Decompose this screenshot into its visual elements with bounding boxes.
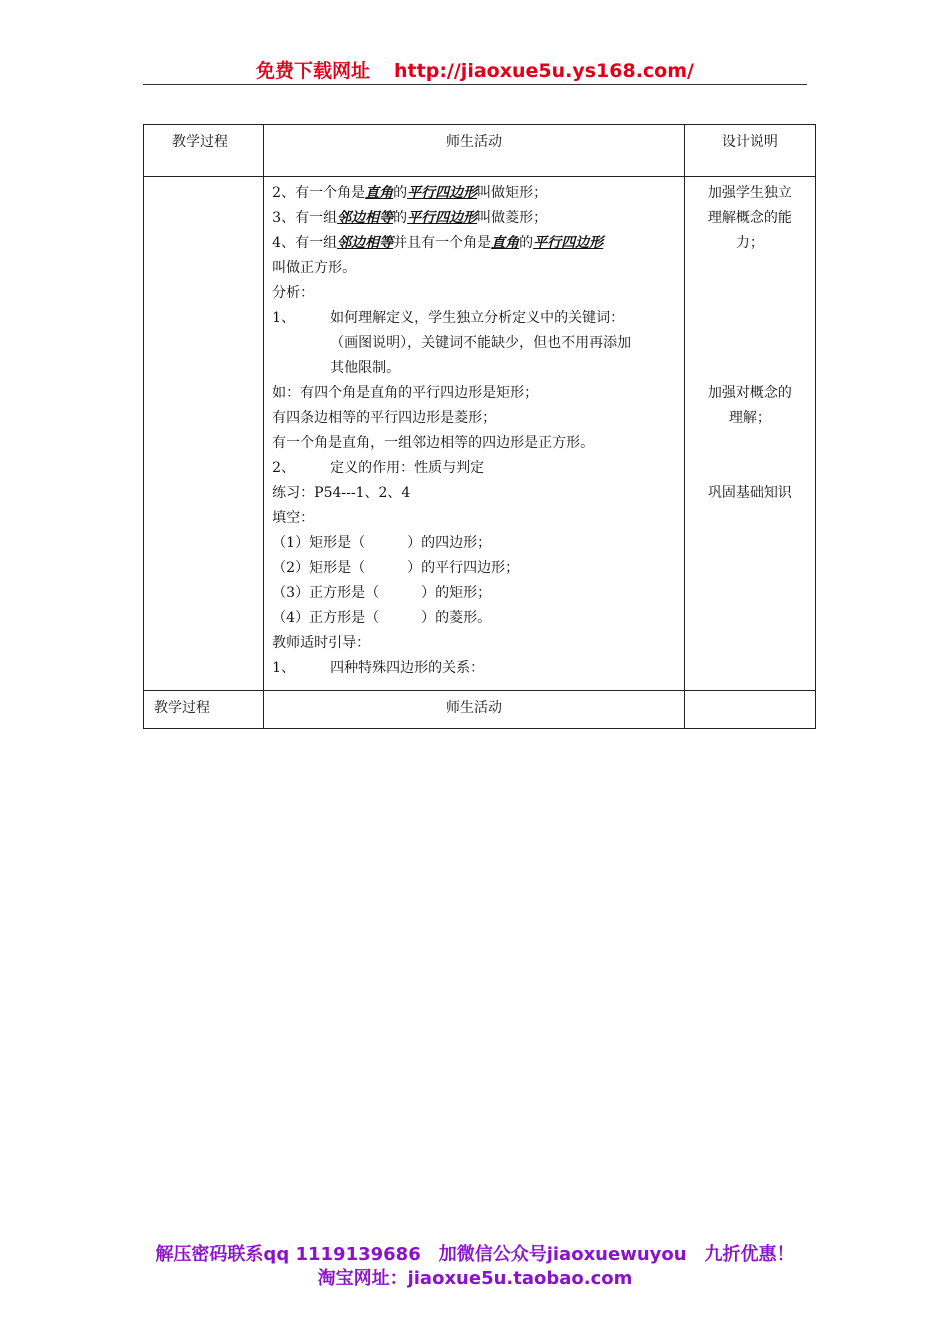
repeat-header-process: 教学过程 (144, 691, 264, 729)
practice-line: 练习：P54---1、2、4 (272, 485, 411, 501)
footer-contact: 解压密码联系qq 1119139686 加微信公众号jiaoxuewuyou 九折优惠！ (155, 1244, 795, 1265)
analysis-item-1-cont2: 其他限制。 (330, 360, 401, 376)
note-3-line-1: 巩固基础知识 (707, 485, 792, 501)
example-3: 有一个角是直角，一组邻边相等的四边形是正方形。 (272, 435, 595, 451)
note-1-line-1: 加强学生独立 (707, 185, 792, 201)
note-2-line-2: 理解； (728, 410, 771, 426)
guide-item-1: 1、 四种特殊四边形的关系： (272, 660, 485, 676)
page-header (0, 56, 950, 83)
activity-cell (264, 177, 685, 691)
notes-cell (684, 177, 815, 691)
lesson-table (143, 124, 816, 729)
header-cell-activity: 师生活动 (264, 125, 685, 177)
fill-item-1: （1）矩形是（ ）的四边形； (272, 535, 492, 551)
definition-3: 3、有一组邻边相等的平行四边形叫做菱形； (272, 210, 548, 226)
example-1: 如：有四个角是直角的平行四边形是矩形； (272, 385, 539, 401)
note-1-line-3: 力； (735, 235, 764, 251)
analysis-item-2: 2、 定义的作用：性质与判定 (272, 460, 485, 476)
activity-content (264, 177, 684, 681)
table-body-row (144, 177, 816, 691)
note-1-line-2: 理解概念的能 (707, 210, 792, 226)
analysis-item-1: 1、 如何理解定义，学生独立分析定义中的关键词： (272, 310, 625, 326)
notes-spacer (685, 256, 815, 381)
definition-2: 2、有一个角是直角的平行四边形叫做矩形； (272, 185, 548, 201)
analysis-heading: 分析： (272, 285, 315, 301)
note-2-line-1: 加强对概念的 (707, 385, 792, 401)
fill-item-3: （3）正方形是（ ）的矩形； (272, 585, 492, 601)
definition-4: 4、有一组邻边相等并且有一个角是直角的平行四边形 叫做正方形。 (272, 235, 604, 276)
process-cell (144, 177, 264, 691)
repeat-header-activity: 师生活动 (264, 691, 685, 729)
example-2: 有四条边相等的平行四边形是菱形； (272, 410, 497, 426)
notes-spacer-2 (685, 431, 815, 481)
header-url-link[interactable]: http://jiaoxue5u.ys168.com/ (394, 60, 694, 82)
table-header-row (144, 125, 816, 177)
fill-item-2: （2）矩形是（ ）的平行四边形； (272, 560, 520, 576)
header-title: 免费下载网址 (256, 60, 371, 82)
footer-shop-link[interactable]: 淘宝网址：jiaoxue5u.taobao.com (317, 1268, 633, 1289)
table-repeat-header-row (144, 691, 816, 729)
notes-content (685, 177, 815, 506)
analysis-item-1-cont: （画图说明），关键词不能缺少，但也不用再添加 (330, 335, 632, 351)
header-divider (143, 84, 807, 85)
fill-heading: 填空： (272, 510, 315, 526)
guide-heading: 教师适时引导： (272, 635, 371, 651)
fill-item-4: （4）正方形是（ ）的菱形。 (272, 610, 492, 626)
repeat-header-notes (684, 691, 815, 729)
header-cell-notes: 设计说明 (684, 125, 815, 177)
header-cell-process: 教学过程 (144, 125, 264, 177)
